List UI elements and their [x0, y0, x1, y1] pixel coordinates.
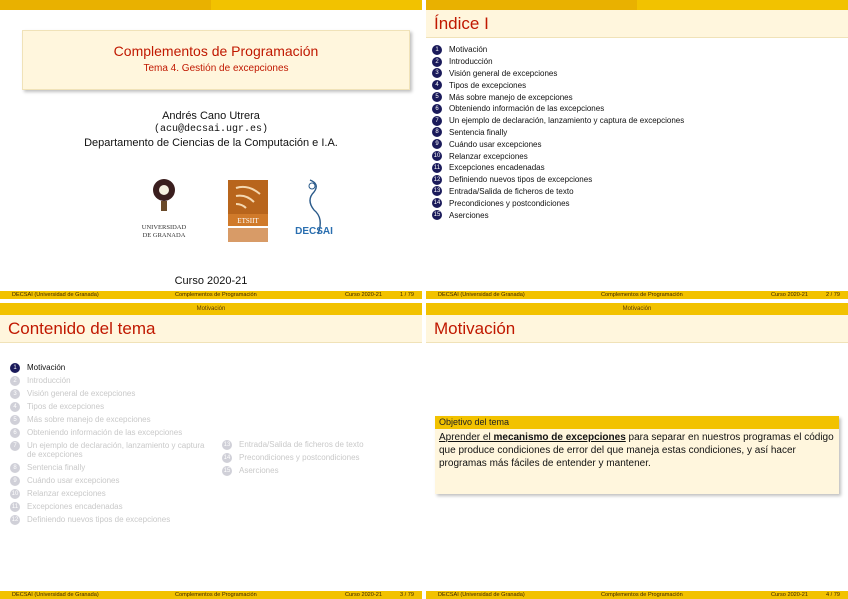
index-label: Visión general de excepciones [449, 68, 558, 78]
index-item[interactable] [432, 138, 848, 150]
contents-label: Visión general de excepciones [27, 389, 136, 398]
contents-label: Precondiciones y postcondiciones [239, 453, 360, 462]
slide-4-footer [426, 591, 848, 599]
ugr-logo-text2: DE GRANADA [142, 232, 186, 239]
index-number-icon: 8 [432, 127, 442, 137]
contents-item[interactable] [10, 402, 210, 412]
index-label: Excepciones encadenadas [449, 163, 545, 173]
index-item[interactable] [432, 162, 848, 174]
contents-label: Relanzar excepciones [27, 488, 106, 498]
slide-3-title: Contenido del tema [0, 315, 422, 343]
decsai-logo-text: DECSAI [295, 226, 333, 237]
contents-item-active[interactable] [10, 363, 210, 373]
index-number-icon: 12 [433, 176, 441, 183]
slide-3-footer [0, 591, 422, 599]
footer-page: 2 / 79 [826, 292, 840, 298]
index-label: Aserciones [449, 210, 489, 220]
footer-page: 1 / 79 [400, 292, 414, 298]
footer-institution: DECSAI (Universidad de Granada) [12, 592, 99, 598]
contents-item[interactable] [10, 441, 210, 460]
slide-1-footer [0, 291, 422, 299]
slide-2[interactable] [426, 0, 848, 299]
logos-svg [132, 176, 342, 246]
contents-label: Tipos de excepciones [27, 402, 105, 411]
footer-course: Complementos de Programación [175, 592, 257, 598]
slide-1-topbar [0, 0, 422, 10]
index-number-icon: 11 [433, 164, 441, 171]
footer-year: Curso 2020-21 [344, 292, 382, 298]
index-number-icon: 13 [433, 188, 441, 195]
etsiit-logo [228, 180, 268, 242]
index-number-icon: 9 [432, 139, 442, 149]
contents-number-icon: 6 [10, 428, 20, 438]
contents-number-icon: 13 [223, 442, 231, 448]
footer-year: Curso 2020-21 [344, 592, 382, 598]
contents-column-1 [10, 363, 210, 528]
index-item[interactable] [432, 79, 848, 91]
footer-course: Complementos de Programación [601, 292, 683, 298]
index-item[interactable] [432, 115, 848, 127]
objective-block [435, 416, 839, 494]
contents-number-icon: 14 [223, 455, 231, 461]
objective-text-start: Aprender el [439, 432, 494, 443]
contents-label: Entrada/Salida de ficheros de texto [239, 440, 364, 449]
decsai-logo [295, 180, 333, 237]
index-number-icon: 3 [432, 68, 442, 78]
contents-number-icon: 1 [10, 363, 20, 373]
contents-label: Cuándo usar excepciones [27, 475, 120, 485]
contents-item[interactable] [10, 376, 210, 386]
index-label: Precondiciones y postcondiciones [449, 198, 570, 208]
index-number-icon: 14 [433, 200, 441, 207]
index-item[interactable] [432, 91, 848, 103]
logos [132, 176, 342, 246]
footer-page: 4 / 79 [826, 592, 840, 598]
index-item[interactable] [432, 127, 848, 139]
contents-number-icon: 11 [11, 503, 19, 510]
contents-item[interactable] [10, 428, 210, 438]
index-item[interactable] [432, 186, 848, 198]
index-label: Tipos de excepciones [449, 80, 527, 90]
slide-3[interactable] [0, 303, 422, 599]
index-item[interactable] [432, 150, 848, 162]
slide-2-footer [426, 291, 848, 299]
contents-label: Aserciones [239, 466, 279, 475]
index-item[interactable] [432, 103, 848, 115]
index-number-icon: 7 [432, 116, 442, 126]
index-item[interactable] [432, 44, 848, 56]
contents-number-icon: 7 [10, 441, 20, 451]
author-email: (acu@decsai.ugr.es) [153, 124, 269, 135]
index-number-icon: 10 [433, 153, 441, 160]
contents-item[interactable] [10, 515, 210, 525]
contents-label: Excepciones encadenadas [27, 501, 123, 511]
index-label: Cuándo usar excepciones [449, 139, 542, 149]
index-label: Entrada/Salida de ficheros de texto [449, 186, 574, 196]
footer-institution: DECSAI (Universidad de Granada) [438, 292, 525, 298]
author-block [0, 110, 422, 149]
index-label: Sentencia finally [449, 127, 508, 137]
contents-number-icon: 9 [10, 476, 20, 486]
slide-4[interactable] [426, 303, 848, 599]
index-label: Obteniendo información de las excepciones [449, 104, 605, 114]
footer-course: Complementos de Programación [175, 292, 257, 298]
footer-institution: DECSAI (Universidad de Granada) [438, 592, 525, 598]
index-item[interactable] [432, 209, 848, 221]
index-number-icon: 1 [432, 45, 442, 55]
course-year: Curso 2020-21 [174, 275, 248, 287]
index-number-icon: 4 [432, 80, 442, 90]
contents-column-2 [222, 440, 412, 479]
contents-label: Obteniendo información de las excepciones [27, 428, 183, 437]
footer-year: Curso 2020-21 [770, 592, 808, 598]
index-label: Más sobre manejo de excepciones [449, 92, 573, 102]
index-number-icon: 15 [433, 212, 441, 219]
presentation-subtitle: Tema 4. Gestión de excepciones [143, 63, 289, 74]
index-item[interactable] [432, 197, 848, 209]
title-box [22, 30, 410, 90]
department: Departamento de Ciencias de la Computación e I.A. [84, 137, 338, 149]
contents-item[interactable] [222, 440, 412, 450]
index-label: Motivación [449, 45, 488, 55]
contents-item[interactable] [10, 476, 210, 486]
contents-number-icon: 8 [10, 463, 20, 473]
index-item[interactable] [432, 56, 848, 68]
contents-item[interactable] [222, 453, 412, 463]
index-number-icon: 5 [432, 92, 442, 102]
ugr-logo [142, 179, 187, 239]
footer-institution: DECSAI (Universidad de Granada) [12, 292, 99, 298]
contents-label: Definiendo nuevos tipos de excepciones [27, 514, 171, 524]
contents-number-icon: 12 [11, 516, 19, 523]
section-bar: Motivación [0, 303, 422, 315]
contents-item[interactable] [10, 463, 210, 473]
index-label: Definiendo nuevos tipos de excepciones [449, 175, 593, 185]
slide-4-title: Motivación [426, 315, 848, 343]
contents-item[interactable] [222, 466, 412, 476]
footer-course: Complementos de Programación [601, 592, 683, 598]
index-item[interactable] [432, 174, 848, 186]
contents-item[interactable] [10, 415, 210, 425]
index-label: Introducción [449, 57, 493, 67]
index-number-icon: 2 [432, 57, 442, 67]
contents-number-icon: 10 [11, 490, 19, 497]
contents-number-icon: 5 [10, 415, 20, 425]
index-list [432, 44, 848, 221]
contents-item[interactable] [10, 389, 210, 399]
ugr-logo-text: UNIVERSIDAD [141, 224, 187, 231]
etsiit-logo-text: ETSIIT [237, 217, 259, 225]
contents-number-icon: 3 [10, 389, 20, 399]
contents-label: Motivación [27, 363, 66, 372]
objective-text-rest: para separar en nuestros programas el código que produce condiciones de error del que maneja estas condiciones, y así hacer programas más fáciles de entender y mantener. [439, 432, 834, 469]
index-label: Un ejemplo de declaración, lanzamiento y captura de excepciones [449, 116, 685, 126]
index-item[interactable] [432, 68, 848, 80]
section-bar: Motivación [426, 303, 848, 315]
contents-number-icon: 4 [10, 402, 20, 412]
objective-text-bold: mecanismo de excepciones [493, 432, 626, 443]
contents-label: Sentencia finally [27, 462, 86, 472]
contents-item[interactable] [10, 502, 210, 512]
author-name: Andrés Cano Utrera [162, 110, 260, 122]
contents-label: Un ejemplo de declaración, lanzamiento y captura de excepciones [27, 441, 205, 460]
slide-2-title: Índice I [426, 10, 848, 38]
index-number-icon: 6 [432, 104, 442, 114]
contents-label: Introducción [27, 376, 71, 385]
objective-block-title: Objetivo del tema [435, 416, 839, 429]
index-label: Relanzar excepciones [449, 151, 528, 161]
footer-year: Curso 2020-21 [770, 292, 808, 298]
contents-label: Más sobre manejo de excepciones [27, 415, 151, 424]
contents-number-icon: 15 [223, 468, 231, 474]
contents-item[interactable] [10, 489, 210, 499]
presentation-title: Complementos de Programación [113, 43, 319, 59]
objective-block-body [435, 429, 839, 472]
slide-2-topbar [426, 0, 848, 10]
contents-number-icon: 2 [10, 376, 20, 386]
footer-page: 3 / 79 [400, 592, 414, 598]
slide-1[interactable] [0, 0, 422, 299]
